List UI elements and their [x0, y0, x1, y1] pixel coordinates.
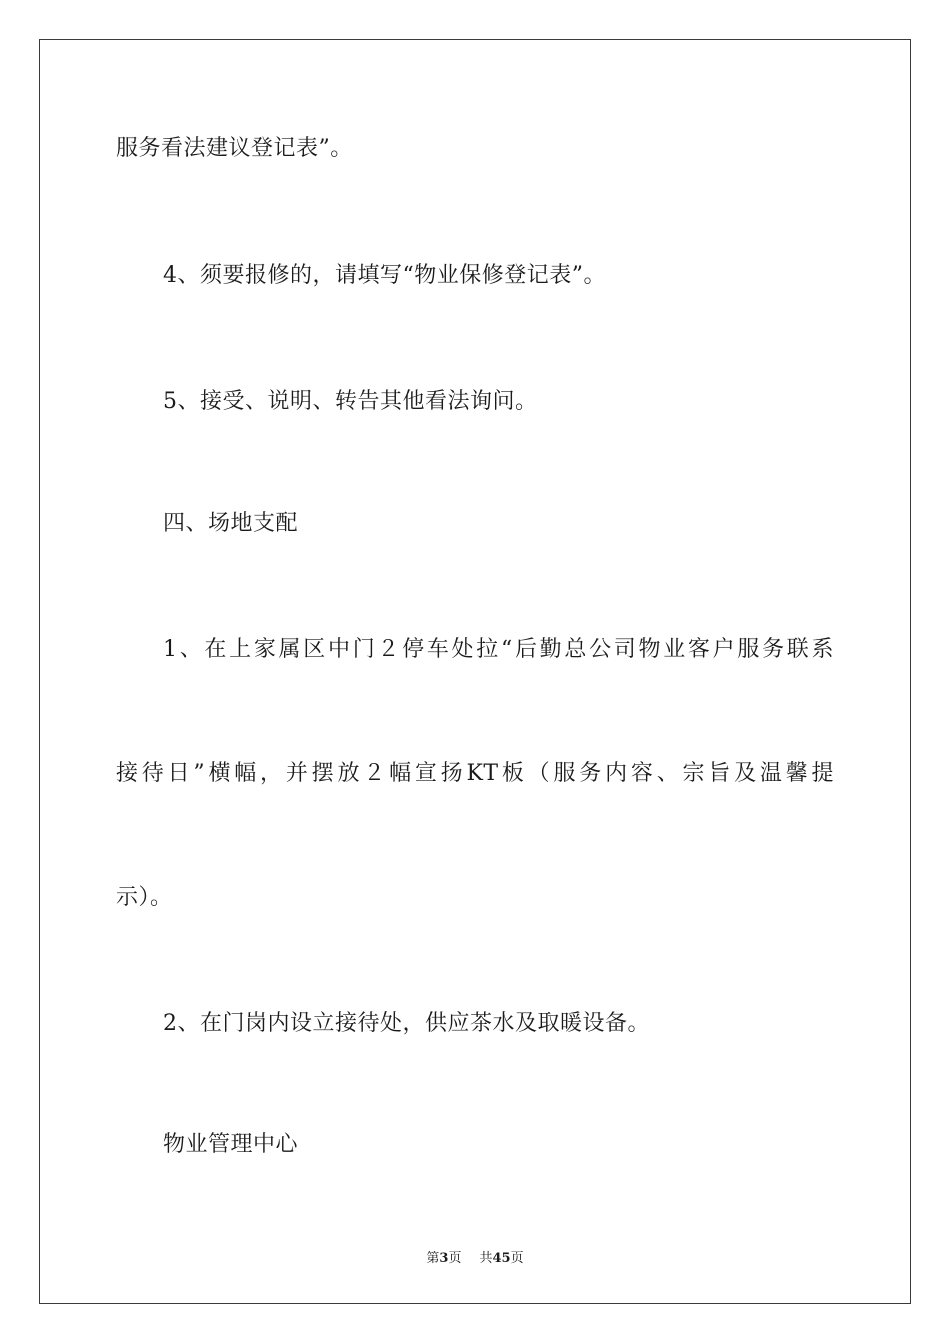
- paragraph-line: 1、在上家属区中门２停车处拉“后勤总公司物业客户服务联系: [163, 637, 834, 662]
- paragraph-line: 4、须要报修的，请填写“物业保修登记表”。: [163, 263, 606, 288]
- page-number: 3: [439, 1251, 449, 1266]
- paragraph-line: 服务看法建议登记表”。: [116, 136, 353, 161]
- paragraph-line: 2、在门岗内设立接待处，供应茶水及取暖设备。: [163, 1011, 650, 1036]
- page-prefix: 第: [426, 1251, 440, 1266]
- total-pages: 45: [492, 1251, 511, 1266]
- paragraph-line: 接待日”横幅，并摆放２幅宣扬KT板（服务内容、宗旨及温馨提: [116, 761, 834, 786]
- paragraph-line: 示）。: [116, 885, 173, 910]
- signature-line: 物业管理中心: [163, 1132, 299, 1157]
- total-suffix: 页: [510, 1251, 524, 1266]
- total-prefix: 共: [479, 1251, 493, 1266]
- page-footer: [0, 1251, 950, 1267]
- page-border: [39, 39, 911, 1304]
- section-heading: 四、场地支配: [163, 511, 299, 536]
- page-suffix: 页: [448, 1251, 462, 1266]
- paragraph-line: 5、接受、说明、转告其他看法询问。: [163, 389, 538, 414]
